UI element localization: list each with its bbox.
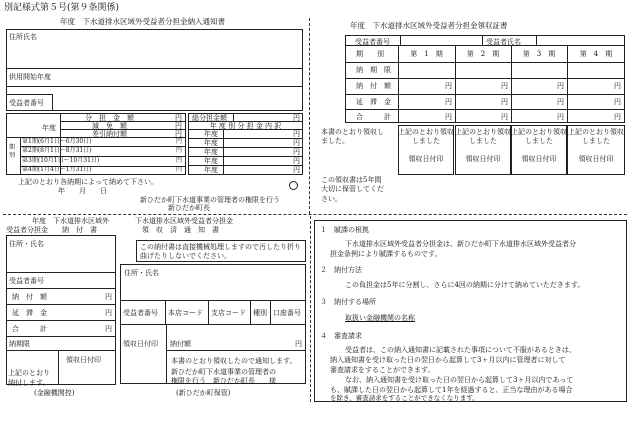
notice-start-year-label: 供用開始年度 (9, 73, 51, 81)
receipt-row-late: 延 滞 金 (356, 98, 391, 106)
period-4: 第4期(1月4日〜1月31日) (22, 166, 92, 173)
amount-row-2-label: 減 免 額 (92, 122, 127, 130)
receipt-row-due: 納 期 限 (356, 66, 391, 74)
amount-row-1-label: 分 担 金 額 (85, 114, 134, 122)
notice-issuer-2: 新ひだか町長 (168, 204, 210, 212)
notice-pay-text: 上記のとおり各納期によって納めて下さい。 (18, 178, 158, 186)
period-header: 期 別 (356, 50, 384, 58)
receipt-period-2: 第 2 期 (466, 50, 500, 58)
notice-address-label: 住所氏名 (9, 33, 37, 41)
slip-bottom-left: (金融機関控) (34, 389, 75, 397)
form-header: 別記様式第５号(第９条関係) (4, 3, 120, 13)
receipt-period-1: 第 1 期 (410, 50, 443, 58)
notice-issuer-1: 新ひだか町下水道事業の管理者の権限を行う (140, 196, 280, 204)
slip-title-left: 受益者分担金 納 付 書 (6, 226, 97, 234)
mid-stamp-label: 領収日付印 (123, 340, 158, 348)
receipt-period-3: 第 3 期 (522, 50, 556, 58)
info-s4-title: ４ 審査請求 (320, 332, 362, 340)
info-s3-title: ３ 納付する場所 (320, 298, 376, 306)
receipt-received-text: 本書のとおり領収しました。 (321, 128, 384, 146)
info-s2-title: ２ 納付方法 (320, 266, 362, 274)
notice-date: 年 月 日 (58, 187, 107, 195)
slip-title-top: 年度 下水道排水区域外 (32, 217, 109, 225)
receipt-period-4: 第 4 期 (579, 50, 613, 58)
info-bank-name: 取扱い金融機関の名称 (345, 314, 415, 322)
receipt-row-total: 合 計 (356, 113, 391, 121)
receipt-keep-note: この領収書は5年間大切に保管してください。 (321, 176, 384, 203)
slip-bottom-mid: (新ひだか町保管) (176, 389, 231, 397)
slip-received-text: 上記のとおり納付します。 (8, 369, 50, 387)
seal-circle (289, 181, 298, 190)
slip-machine-note: この納付書は直接機械処理しますので汚したり折り曲げたりしないでください。 (140, 243, 301, 261)
period-label: 期別 (9, 144, 16, 160)
period-3: 第3期(10月1日〜10月31日) (22, 157, 100, 164)
info-s1-title: １ 賦課の根拠 (320, 226, 369, 234)
slip-title-mid: 領 収 済 通 知 書 (142, 226, 219, 234)
period-1: 第1期(6月1日〜6月30日) (22, 138, 92, 145)
notice-year-label: 年度 (42, 124, 56, 132)
notice-title: 年度 下水道排水区域外受益者分担金納入通知書 (60, 17, 225, 26)
receipt-title: 年度 下水道排水区域外受益者分担金領収証書 (350, 21, 508, 30)
receipt-row-amount: 納 付 額 (356, 82, 391, 90)
total-label: 総分担金額 (192, 114, 227, 122)
amount-row-3-label: 差引納付額 (92, 130, 127, 138)
period-2: 第2期(8月1日〜8月31日) (22, 147, 92, 154)
slip-title-mid-top: 下水道排水区域外受益者分担金 (135, 217, 233, 225)
breakdown-label: 年 度 別 分 担 金 内 訳 (209, 122, 282, 130)
notice-beneficiary-no-label: 受益者番号 (9, 99, 44, 107)
